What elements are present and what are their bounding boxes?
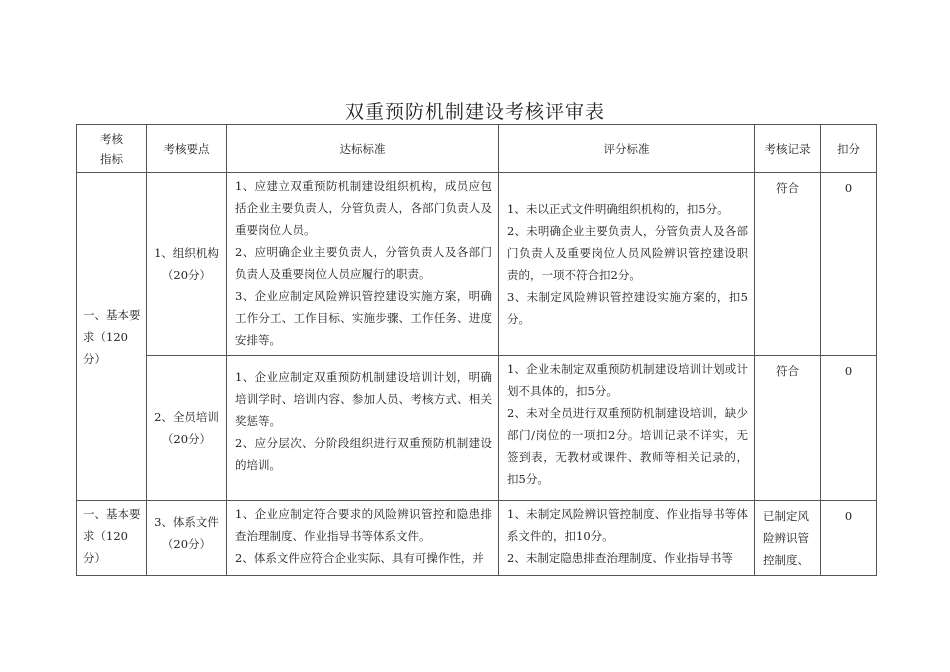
scoring-item: 1、未制定风险辨识管控制度、作业指导书等体系文件的，扣10分。 xyxy=(507,507,748,543)
key-point-cell xyxy=(147,356,227,501)
key-point-label: 3、体系文件 xyxy=(154,515,219,529)
standard-item: 1、企业应制定双重预防机制建设培训计划，明确培训学时、培训内容、参加人员、考核方式、相关奖惩等。 xyxy=(235,370,492,428)
header-record: 考核记录 xyxy=(755,125,821,173)
scoring-item: 2、未制定隐患排查治理制度、作业指导书等 xyxy=(507,551,733,565)
scoring-cell xyxy=(499,173,755,356)
header-key-points: 考核要点 xyxy=(147,125,227,173)
key-point-score: （20分） xyxy=(161,268,212,282)
key-point-label: 1、组织机构 xyxy=(154,246,219,260)
deduction-cell: 0 xyxy=(821,356,877,501)
scoring-item: 2、未明确企业主要负责人，分管负责人及各部门负责人及重要岗位人员风险辨识管控建设职责的，一项不符合扣2分。 xyxy=(507,224,748,282)
key-point-score: （20分） xyxy=(161,537,212,551)
table-row xyxy=(77,356,877,501)
indicator-cell: 一、基本要求（120分） xyxy=(77,501,147,576)
standard-cell xyxy=(227,356,499,501)
standard-item: 1、企业应制定符合要求的风险辨识管控和隐患排查治理制度、作业指导书等体系文件。 xyxy=(235,507,492,543)
record-cell: 符合 xyxy=(755,356,821,501)
key-point-score: （20分） xyxy=(161,432,212,446)
key-point-cell xyxy=(147,501,227,576)
standard-item: 3、企业应制定风险辨识管控建设实施方案，明确工作分工、工作目标、实施步骤、工作任务、进度安排等。 xyxy=(235,289,492,347)
deduction-cell: 0 xyxy=(821,501,877,576)
indicator-cell: 一、基本要求（120分） xyxy=(77,173,147,501)
standard-item: 2、应明确企业主要负责人，分管负责人及各部门负责人及重要岗位人员应履行的职责。 xyxy=(235,245,492,281)
standard-item: 1、应建立双重预防机制建设组织机构，成员应包括企业主要负责人，分管负责人，各部门负责人及重要岗位人员。 xyxy=(235,179,492,237)
document-title: 双重预防机制建设考核评审表 xyxy=(344,101,605,123)
scoring-cell xyxy=(499,356,755,501)
scoring-item: 1、未以正式文件明确组织机构的，扣5分。 xyxy=(507,202,729,216)
scoring-cell xyxy=(499,501,755,576)
header-scoring: 评分标准 xyxy=(499,125,755,173)
key-point-cell xyxy=(147,173,227,356)
scoring-item: 2、未对全员进行双重预防机制建设培训，缺少部门/岗位的一项扣2分。培训记录不详实，无签到表，无教材或课件、教师等相关记录的，扣5分。 xyxy=(507,406,748,486)
header-deduction: 扣分 xyxy=(821,125,877,173)
record-cell: 已制定风险辨识管控制度、 xyxy=(755,501,821,576)
assessment-table xyxy=(76,124,877,576)
table-row xyxy=(77,501,877,576)
header-standard: 达标标准 xyxy=(227,125,499,173)
scoring-item: 1、企业未制定双重预防机制建设培训计划或计划不具体的，扣5分。 xyxy=(507,362,748,398)
record-cell: 符合 xyxy=(755,173,821,356)
table-row xyxy=(77,173,877,356)
standard-cell xyxy=(227,173,499,356)
standard-item: 2、体系文件应符合企业实际、具有可操作性，并 xyxy=(235,551,484,565)
table-header-row xyxy=(77,125,877,173)
standard-cell xyxy=(227,501,499,576)
key-point-label: 2、全员培训 xyxy=(154,410,219,424)
standard-item: 2、应分层次、分阶段组织进行双重预防机制建设的培训。 xyxy=(235,436,492,472)
header-indicator: 考核 指标 xyxy=(77,125,147,173)
deduction-cell: 0 xyxy=(821,173,877,356)
scoring-item: 3、未制定风险辨识管控建设实施方案的，扣5分。 xyxy=(507,290,748,326)
